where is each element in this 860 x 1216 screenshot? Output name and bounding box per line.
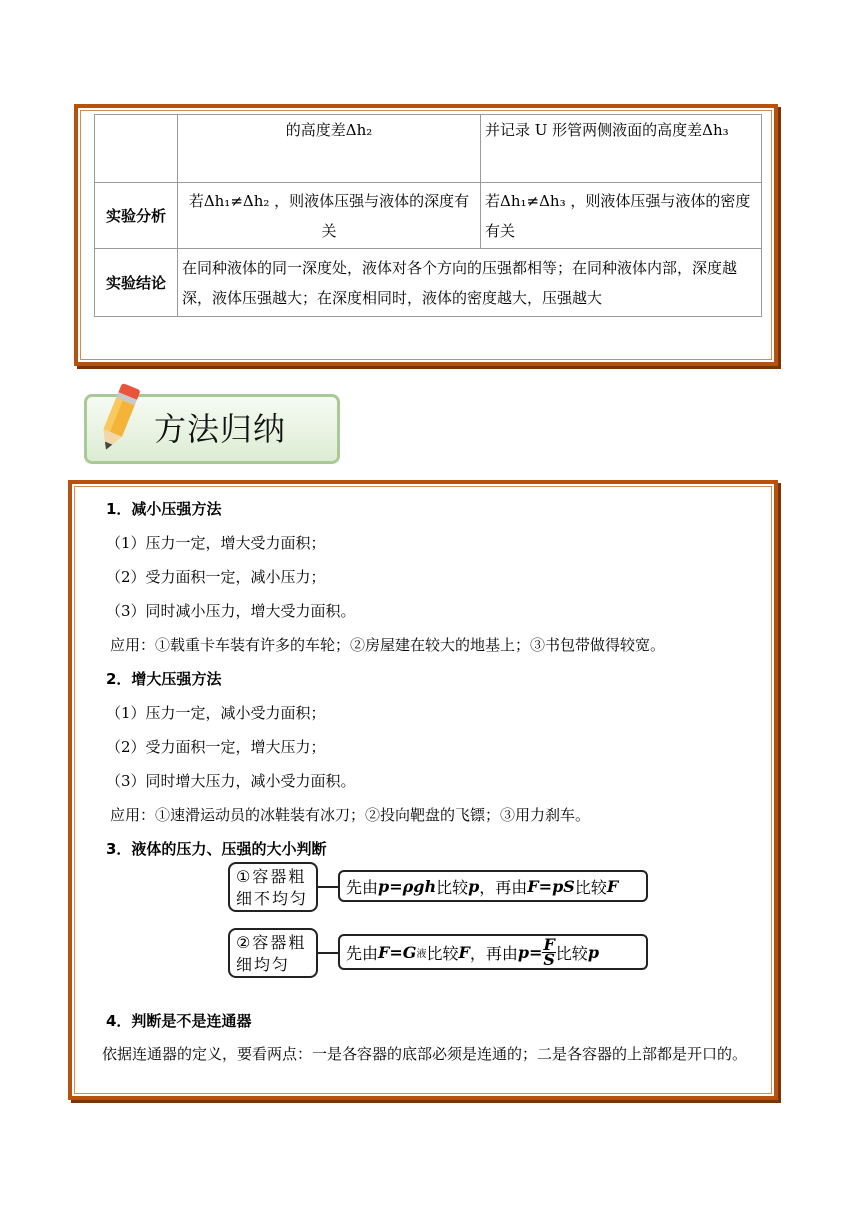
application-text: 应用：①载重卡车装有许多的车轮；②房屋建在较大的地基上；③书包带做得较宽。 [110,636,666,654]
paragraph: 依据连通器的定义，要看两点：一是各容器的底部必须是连通的；二是各容器的上部都是开口的。 [102,1045,748,1063]
numerator: F [543,934,555,954]
section-heading: 2．增大压强方法 [106,670,222,688]
pencil-icon [88,382,148,458]
methods-content [82,492,772,1070]
denominator: S [543,949,555,969]
condition-box: ①容器粗细不均匀 [228,862,318,912]
table-cell: 在同种液体的同一深度处，液体对各个方向的压强都相等；在同种液体内部，深度越深，液体压强越大；在深度相同时，液体的密度越大，压强越大 [178,249,762,317]
text: 比较 [436,877,469,897]
application-text: 应用：①速滑运动员的冰鞋装有冰刀；②投向靶盘的飞镖；③用力刹车。 [110,806,591,824]
method-box [338,870,648,902]
table-row [95,115,762,183]
text: 比较 [574,877,607,897]
table-cell: 的高度差Δh₂ [178,115,481,183]
list-item: （2）受力面积一定，增大压力； [106,738,326,756]
table-cell: 若Δh₁≠Δh₃ ，则液体压强与液体的密度有关 [481,183,762,249]
section-heading: 4．判断是不是连通器 [106,1012,252,1030]
text: 先由 [346,943,379,963]
text: 比较 [426,943,459,963]
section-banner [80,384,344,468]
list-item: （3）同时减小压力，增大受力面积。 [106,602,356,620]
text: ，再由 [469,943,518,963]
table-cell: 并记录 U 形管两侧液面的高度差Δh₃ [481,115,762,183]
row-header: 实验结论 [95,249,178,317]
row-header: 实验分析 [95,183,178,249]
section-heading: 1．减小压强方法 [106,500,222,518]
connector-line [318,952,338,954]
section-heading: 3．液体的压力、压强的大小判断 [106,840,327,858]
variable: p [468,876,480,896]
text: ，再由 [479,877,528,897]
text: 先由 [346,877,379,897]
text: 比较 [555,943,588,963]
table-cell: 若Δh₁≠Δh₂ ，则液体压强与液体的深度有关 [178,183,481,249]
method-box [338,934,648,970]
methods-frame [68,480,778,1100]
row-header [95,115,178,183]
table-row [95,249,762,317]
table-row [95,183,762,249]
variable: F [458,942,470,962]
banner-title: 方法归纳 [154,410,287,448]
formula: p= [517,942,543,962]
list-item: （2）受力面积一定，减小压力； [106,568,326,586]
variable: p [587,942,599,962]
experiment-table [94,114,762,317]
experiment-table-frame [74,104,778,366]
fraction [542,934,555,969]
condition-box: ②容器粗细均匀 [228,928,318,978]
list-item: （1）压力一定，增大受力面积； [106,534,326,552]
formula: F=pS [527,876,575,896]
formula: F=G [378,942,417,962]
list-item: （3）同时增大压力，减小受力面积。 [106,772,356,790]
connector-line [318,886,338,888]
subscript: 液 [416,948,427,960]
variable: F [606,876,619,896]
pressure-diagram [228,862,658,982]
formula: p=ρgh [378,876,437,896]
list-item: （1）压力一定，减小受力面积； [106,704,326,722]
